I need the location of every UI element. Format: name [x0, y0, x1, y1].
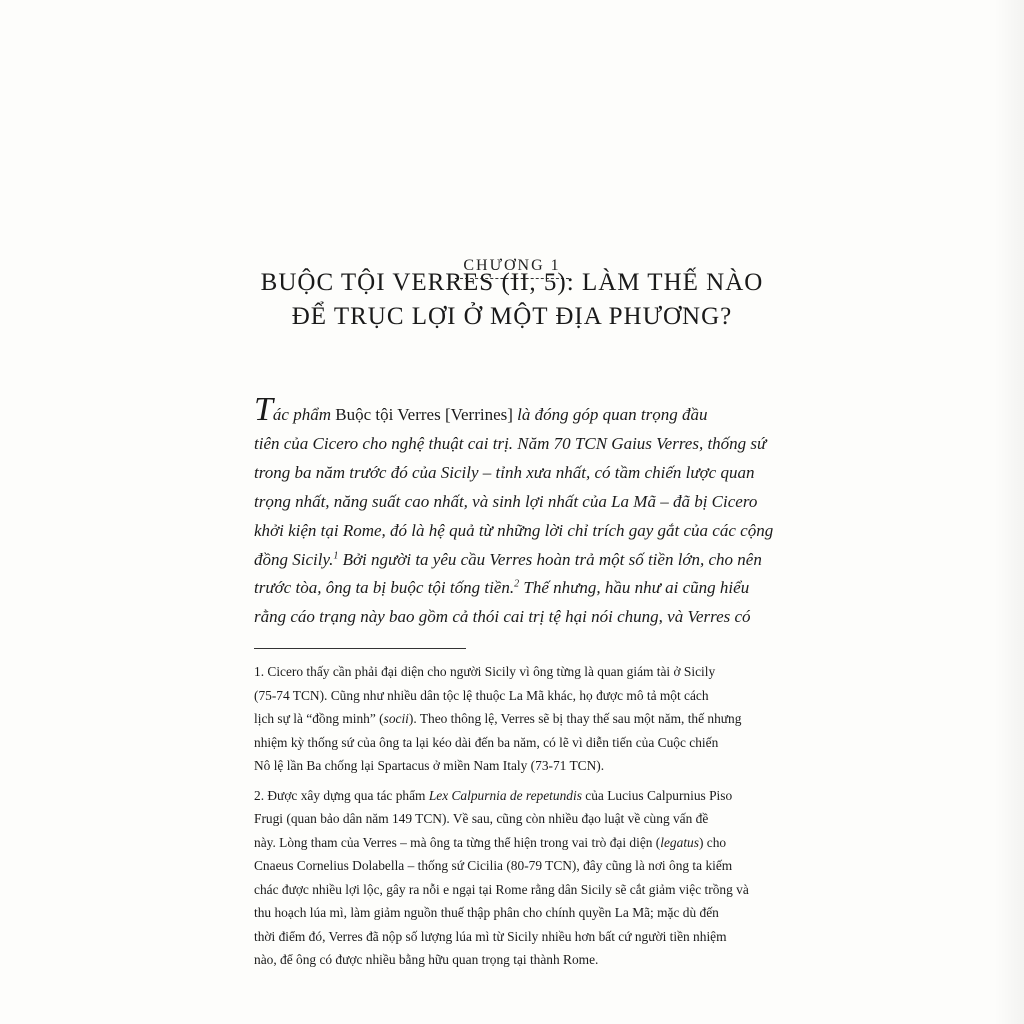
footnote-line: thu hoạch lúa mì, làm giảm nguồn thuế thập phân cho chính quyền La Mã; mặc dù đến	[254, 905, 719, 920]
chapter-label-text: CHƯƠNG 1	[455, 257, 568, 279]
footnote-text: 2. Được xây dựng qua tác phẩm	[254, 787, 429, 803]
footnote-line: Nô lệ lần Ba chống lại Spartacus ở miền Nam Italy (73-71 TCN).	[254, 758, 605, 773]
footnote-line: 1. Cicero thấy cần phải đại diện cho người Sicily vì ông từng là quan giám tài ở Sicily	[254, 664, 716, 679]
footnote-line: thời điểm đó, Verres đã nộp số lượng lúa mì từ Sicily nhiều hơn bất cứ người tiền nhiệm	[254, 928, 727, 944]
body-line-text: đồng Sicily.	[254, 549, 334, 569]
footnote-italic-term: Lex Calpurnia de repetundis	[428, 787, 582, 803]
body-line-text: ác phẩm	[272, 405, 336, 424]
footnote-text: của Lucius Calpurnius Piso	[581, 787, 733, 803]
footnote-text: ). Theo thông lệ, Verres sẽ bị thay thế sau một năm, thế nhưng	[408, 711, 742, 726]
body-line: tiên của Cicero cho nghệ thuật cai trị. Năm 70 TCN Gaius Verres, thống sứ	[254, 433, 767, 453]
body-line: khởi kiện tại Rome, đó là hệ quả từ những lời chỉ trích gay gắt của các cộng	[254, 520, 774, 540]
footnote-line: nào, để ông có được nhiều bằng hữu quan trọng tại thành Rome.	[254, 952, 599, 967]
body-line: rằng cáo trạng này bao gồm cả thói cai trị tệ hại nói chung, và Verres có	[254, 607, 751, 627]
body-line-text: Thế nhưng, hầu như ai cũng hiểu	[519, 578, 750, 598]
work-title: Buộc tội Verres [Verrines]	[335, 405, 513, 424]
chapter-title-line-1: BUỘC TỘI VERRES (II, 5): LÀM THẾ NÀO	[260, 269, 764, 296]
footnote-line	[254, 707, 776, 731]
body-line-text: trước tòa, ông ta bị buộc tội tống tiền.	[254, 578, 515, 598]
footnote-text: này. Lòng tham của Verres – mà ông ta từng thể hiện trong vai trò đại diện (	[254, 834, 661, 850]
footnote-line: Frugi (quan bảo dân năm 149 TCN). Về sau, cũng còn nhiều đạo luật về cùng vấn đề	[254, 811, 709, 826]
footnote-2	[254, 784, 776, 972]
footnote-1	[254, 660, 776, 778]
footnote-line: chác được nhiều lợi lộc, gây ra nỗi e ngại tại Rome rằng dân Sicily sẽ cắt giảm việc trồng và	[254, 881, 749, 897]
drop-cap: T	[254, 391, 273, 428]
body-line-text: là đóng góp quan trọng đầu	[512, 405, 708, 424]
body-line	[254, 393, 776, 430]
footnote-ref-2[interactable]: 2	[514, 578, 520, 590]
footnote-italic-term: socii	[383, 711, 409, 726]
footnote-text: lịch sự là “đồng minh” (	[254, 711, 384, 726]
body-line	[254, 546, 776, 575]
body-line: trong ba năm trước đó của Sicily – tỉnh xưa nhất, có tầm chiến lược quan	[254, 462, 755, 482]
chapter-title-line-2: ĐỂ TRỤC LỢI Ở MỘT ĐỊA PHƯƠNG?	[291, 303, 733, 330]
chapter-title	[0, 266, 1024, 334]
page-edge-shadow	[994, 0, 1024, 1024]
footnote-line: nhiệm kỳ thống sứ của ông ta lại kéo dài đến ba năm, có lẽ vì diễn tiến của Cuộc chiến	[254, 734, 719, 750]
footnote-line	[254, 784, 776, 808]
footnote-line	[254, 831, 776, 855]
footnote-ref-1[interactable]: 1	[333, 549, 339, 561]
footnote-divider	[254, 648, 466, 649]
footnote-italic-term: legatus	[660, 834, 699, 850]
body-line: trọng nhất, năng suất cao nhất, và sinh lợi nhất của La Mã – đã bị Cicero	[254, 491, 758, 511]
body-paragraph	[254, 393, 776, 632]
footnote-line: (75-74 TCN). Cũng như nhiều dân tộc lệ thuộc La Mã khác, họ được mô tả một cách	[254, 687, 709, 703]
footnotes	[254, 660, 776, 978]
body-line-text: Bởi người ta yêu cầu Verres hoàn trả một số tiền lớn, cho nên	[338, 549, 762, 569]
footnote-line: Cnaeus Cornelius Dolabella – thống sứ Cicilia (80-79 TCN), đây cũng là nơi ông ta kiếm	[254, 858, 733, 873]
footnote-text: ) cho	[698, 834, 727, 850]
body-line	[254, 574, 776, 603]
